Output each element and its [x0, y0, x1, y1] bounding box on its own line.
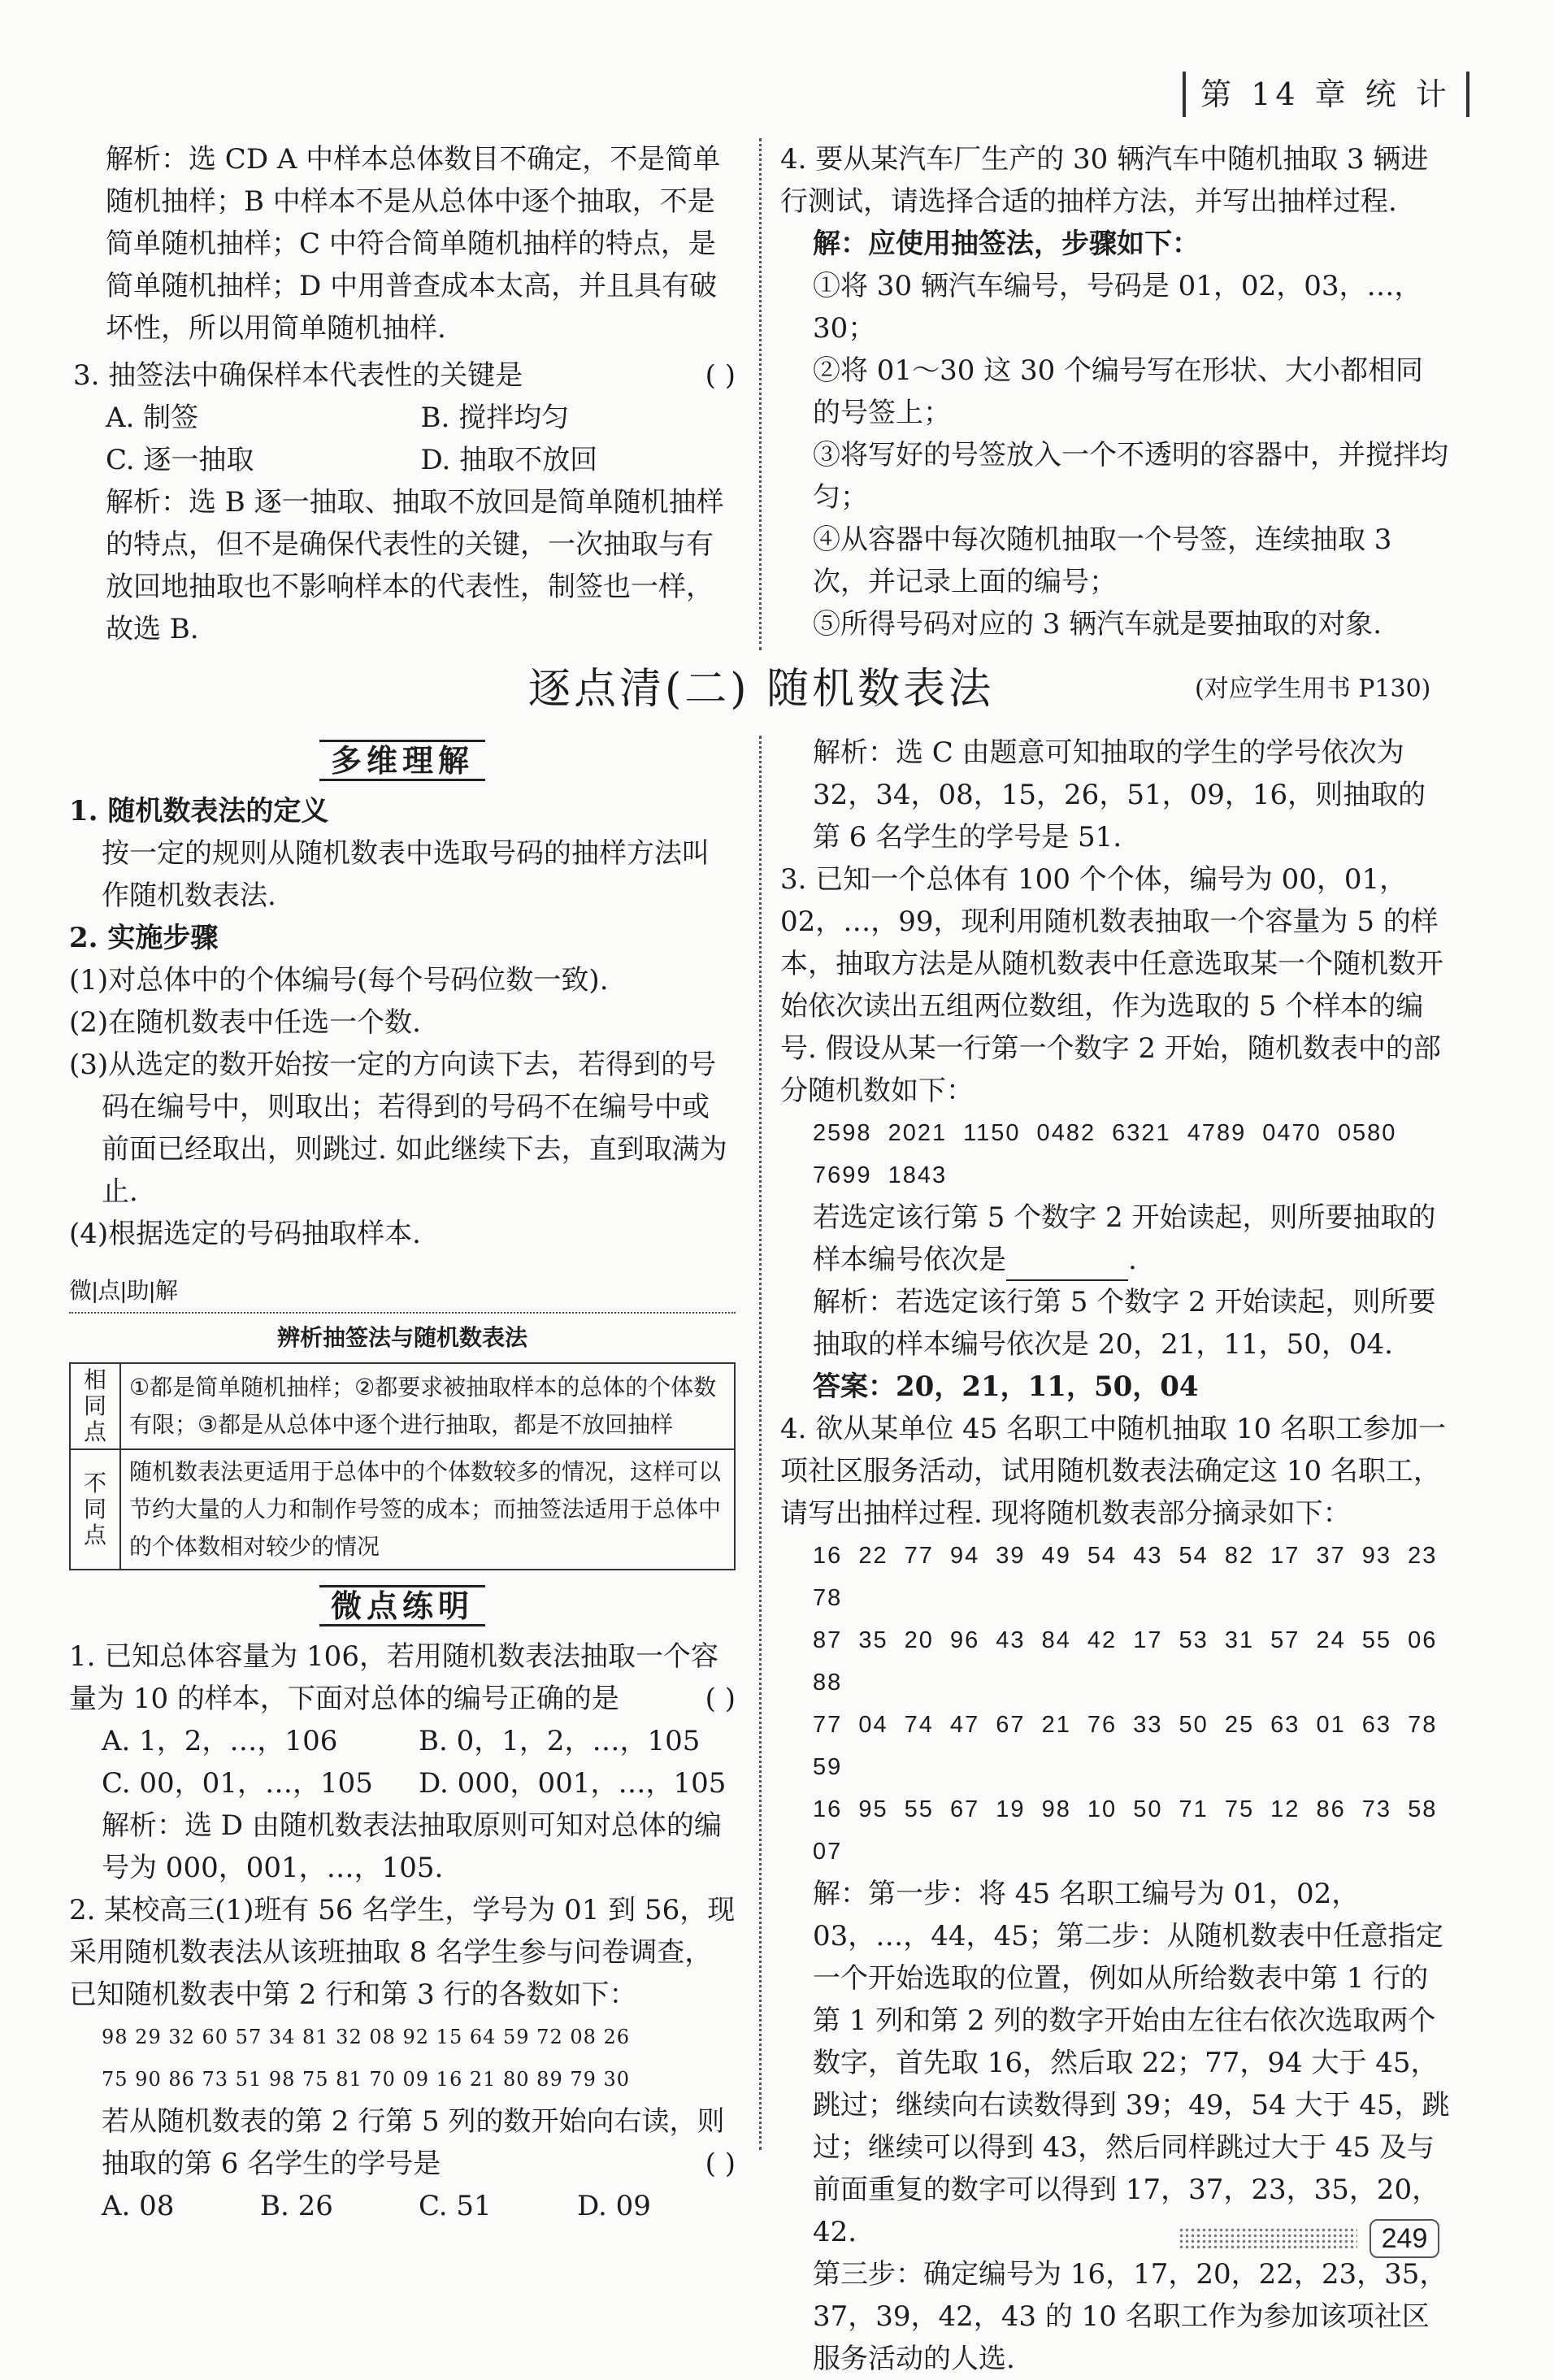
p3-ask-line: 若选定该行第 5 个数字 2 开始读起，则所要抽取的样本编号依次是 .: [780, 1197, 1451, 1281]
q4-car-step-3: ③将写好的号签放入一个不透明的容器中，并搅拌均匀；: [813, 439, 1448, 514]
p4-row-2: 87 35 20 96 43 84 42 17 53 31 57 24 55 06 88: [813, 1627, 1438, 1696]
q3-paren: ( ): [705, 359, 736, 392]
q3-option-a: A. 制签: [106, 402, 199, 434]
multi-heading: 多维理解: [69, 740, 736, 782]
diff-key: 不同点: [70, 1449, 120, 1570]
column-divider-top: [759, 138, 762, 650]
q4-car-step-4: ④从容器中每次随机抽取一个号签，连续抽取 3 次，并记录上面的编号；: [813, 523, 1392, 598]
q3-option-d: D. 抽取不放回: [420, 444, 598, 476]
q3-stem: 3. 抽签法中确保样本代表性的关键是: [73, 359, 523, 392]
p2-stem: 2. 某校高三(1)班有 56 名学生，学号为 01 到 56，现采用随机数表法从该班抽取 8 名学生参与问卷调查，已知随机数表中第 2 行和第 3 行的各数如下：: [69, 1894, 736, 2011]
p2-option-c: C. 51: [419, 2190, 492, 2222]
p1-option-c: C. 00，01，…，105: [102, 1767, 373, 1800]
p2-options: [69, 2185, 736, 2227]
p3-ask: 若选定该行第 5 个数字 2 开始读起，则所要抽取的样本编号依次是: [813, 1201, 1436, 1276]
q3-options-row1: [73, 397, 736, 439]
q4-car-step-2: ②将 01～30 这 30 个编号写在形状、大小都相同的号签上；: [813, 354, 1424, 429]
q2-answer: 解析：选 CD A 中样本总体数目不确定，不是简单随机抽样；B 中样本不是从总体中逐个抽取，不是简单随机抽样；C 中符合简单随机抽样的特点，是简单随机抽样；D 中用普查成本太高，并且具有破坏性，所以用简单随机抽样.: [106, 143, 721, 345]
p2-row-1: 98 29 32 60 57 34 81 32 08 92 15 64 59 72 08 26: [102, 2026, 631, 2048]
p2-paren: ( ): [705, 2148, 736, 2180]
p4-row-1: 16 22 77 94 39 49 54 43 54 82 17 37 93 23 78: [813, 1543, 1438, 1611]
p2-option-b: B. 26: [260, 2190, 333, 2222]
p1-option-b: B. 0，1，2，…，105: [419, 1725, 701, 1757]
p4-row-3: 77 04 74 47 67 21 76 33 50 25 63 01 63 78 59: [813, 1712, 1438, 1780]
right-bottom-column: [780, 732, 1451, 2380]
q4-car-step-1: ①将 30 辆汽车编号，号码是 01，02，03，…，30；: [813, 270, 1422, 345]
page-number: 249: [1370, 2219, 1439, 2258]
definition-title: 1. 随机数表法的定义: [69, 795, 329, 827]
q4-car-stem: 4. 要从某汽车厂生产的 30 辆汽车中随机抽取 3 辆进行测试，请选择合适的抽样方法，并写出抽样过程.: [780, 143, 1429, 218]
p1-stem-line: [69, 1635, 736, 1720]
p1-paren: ( ): [705, 1683, 736, 1715]
practice-heading: 微点练明: [69, 1585, 736, 1627]
step-4: (4)根据选定的号码抽取样本.: [69, 1218, 421, 1250]
diff-value: 随机数表法更适用于总体中的个体数较多的情况，这样可以节约大量的人力和制作号签的成本；而抽签法适用于总体中的个体数相对较少的情况: [120, 1449, 735, 1570]
steps-title: 2. 实施步骤: [69, 922, 219, 954]
p4-stem: 4. 欲从某单位 45 名职工中随机抽取 10 名职工参加一项社区服务活动，试用随机数表法确定这 10 名职工，请写出抽样过程. 现将随机数表部分摘录如下：: [780, 1413, 1447, 1530]
p3-numbers: 2598 2021 1150 0482 6321 4789 0470 0580 7699 1843: [813, 1120, 1397, 1188]
wdzj-title: 辨析抽签法与随机数表法: [276, 1325, 527, 1350]
compare-row-diff: [70, 1449, 735, 1570]
wdzj-label: 微|点|助|解: [69, 1270, 736, 1314]
section-title: 逐点清(二) 随机数表法: [528, 665, 995, 714]
q4-car-solution-head: 解：应使用抽签法，步骤如下：: [813, 228, 1200, 260]
p4-solution-2: 第三步：确定编号为 16，17，20，22，23，35，37，39，42，43 的 10 名职工作为参加该项社区服务活动的人选.: [813, 2258, 1448, 2375]
chapter-header: 第 14 章 统 计: [1183, 72, 1469, 117]
q3-options-row2: [73, 439, 736, 481]
definition-text: 按一定的规则从随机数表中选取号码的抽样方法叫作随机数表法.: [102, 837, 710, 912]
p3-key: 答案：20，21，11，50，04: [813, 1370, 1199, 1403]
p1-option-d: D. 000，001，…，105: [419, 1767, 727, 1800]
p4-solution-1: 解：第一步：将 45 名职工编号为 01，02，03，…，44，45；第二步：从随机数表中任意指定一个开始选取的位置，例如从所给数表中第 1 行的第 1 列和第 2 列的数字开始由左往右依次选取两个数字，首先取 16，然后取 22；77，94 大于 45，跳过；继续向右读数得到 39；49，54 大于 45，跳过；继续可以得到 43，然后同样跳过大于 45 及与前面重复的数字可以得到 17，37，23，35，20，42.: [813, 1878, 1450, 2248]
q4-car-step-5: ⑤所得号码对应的 3 辆汽车就是要抽取的对象.: [813, 608, 1383, 641]
p1-option-a: A. 1，2，…，106: [102, 1725, 338, 1757]
step-1: (1)对总体中的个体编号(每个号码位数一致).: [69, 964, 609, 997]
right-top-column: [780, 138, 1451, 645]
p2-option-d: D. 09: [577, 2190, 651, 2222]
same-value: ①都是简单随机抽样；②都要求被抽取样本的总体的个体数有限；③都是从总体中逐个进行抽取，都是不放回抽样: [120, 1363, 735, 1449]
p1-options-row1: [69, 1720, 736, 1762]
p2-ask: 若从随机数表的第 2 行第 5 列的数开始向右读，则抽取的第 6 名学生的学号是: [102, 2105, 725, 2180]
p4-row-4: 16 95 55 67 19 98 10 50 71 75 12 86 73 58 07: [813, 1796, 1438, 1865]
same-key: 相同点: [70, 1363, 120, 1449]
p2-row-2: 75 90 86 73 51 98 75 81 70 09 16 21 80 89 79 30: [102, 2068, 631, 2091]
p3-blank: [1006, 1252, 1128, 1281]
section-reference: (对应学生用书 P130): [1195, 675, 1431, 703]
compare-row-same: [70, 1363, 735, 1449]
left-top-column: [73, 138, 736, 650]
p2-ask-line: [69, 2100, 736, 2185]
step-3: (3)从选定的数开始按一定的方向读下去，若得到的号码在编号中，则取出；若得到的号码不在编号中或前面已经取出，则跳过. 如此继续下去，直到取满为止.: [69, 1049, 727, 1208]
q3-answer: 解析：选 B 逐一抽取、抽取不放回是简单随机抽样的特点，但不是确保代表性的关键，一次抽取与有放回地抽取也不影响样本的代表性，制签也一样，故选 B.: [106, 486, 724, 645]
p2-answer: 解析：选 C 由题意可知抽取的学生的学号依次为 32，34，08，15，26，51，09，16，则抽取的第 6 名学生的学号是 51.: [813, 736, 1426, 853]
q3-stem-line: [73, 354, 736, 397]
left-bottom-column: [69, 732, 736, 2227]
q3-option-c: C. 逐一抽取: [106, 444, 254, 476]
p3-stem: 3. 已知一个总体有 100 个个体，编号为 00，01，02，…，99，现利用随机数表抽取一个容量为 5 的样本，抽取方法是从随机数表中任意选取某一个随机数开始依次读出五组两位数组，作为选取的 5 个样本的编号. 假设从某一行第一个数字 2 开始，随机数表中的部分随机数如下：: [780, 863, 1443, 1107]
p2-option-a: A. 08: [102, 2190, 175, 2222]
page-footer-dots: [1179, 2227, 1357, 2248]
compare-table: [69, 1362, 736, 1570]
p1-options-row2: [69, 1762, 736, 1805]
p3-answer: 解析：若选定该行第 5 个数字 2 开始读起，则所要抽取的样本编号依次是 20，21，11，50，04.: [813, 1286, 1436, 1361]
step-2: (2)在随机数表中任选一个数.: [69, 1006, 421, 1039]
q3-option-b: B. 搅拌均匀: [420, 402, 570, 434]
p1-answer: 解析：选 D 由随机数表法抽取原则可知对总体的编号为 000，001，…，105.: [102, 1809, 722, 1884]
column-divider-bottom: [759, 736, 762, 2150]
p1-stem: 1. 已知总体容量为 106，若用随机数表法抽取一个容量为 10 的样本，下面对总体的编号正确的是: [69, 1640, 718, 1715]
